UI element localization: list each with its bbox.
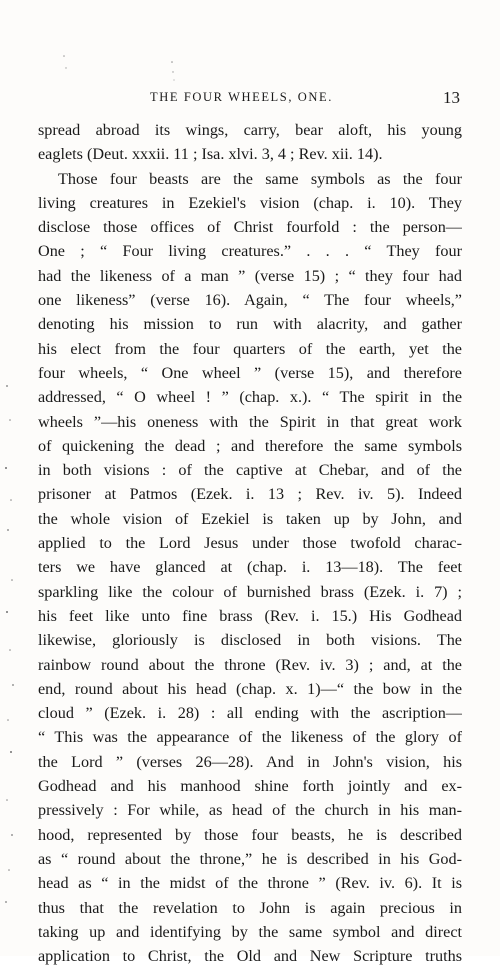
text-line: pressively : For while, as head of the church in his man- — [38, 801, 462, 820]
text-line: head as “ in the midst of the throne ” (Rev. iv. 6). It is — [38, 874, 462, 893]
binding-edge-specks — [2, 380, 18, 920]
text-line: prisoner at Patmos (Ezek. i. 13 ; Rev. iv. 5). Indeed — [38, 485, 462, 504]
text-line: application to Christ, the Old and New Scripture truths — [38, 947, 462, 966]
text-line: his feet like unto fine brass (Rev. i. 15.) His Godhead — [38, 606, 462, 625]
text-line: in both visions : of the captive at Chebar, and of the — [38, 461, 462, 480]
text-line: disclose those offices of Christ fourfold : the person— — [38, 218, 462, 237]
text-line: One ; “ Four living creatures.” . . . “ They four — [38, 242, 462, 261]
text-line: cloud ” (Ezek. i. 28) : all ending with the ascription— — [38, 704, 462, 723]
text-line: his elect from the four quarters of the earth, yet the — [38, 339, 462, 358]
running-title: THE FOUR WHEELS, ONE. — [150, 90, 334, 104]
text-line: wheels ”—his oneness with the Spirit in that great work — [38, 412, 462, 431]
text-line: eaglets (Deut. xxxii. 11 ; Isa. xlvi. 3, 4 ; Rev. xii. 14). — [38, 145, 383, 164]
text-line: sparkling like the colour of burnished brass (Ezek. i. 7) ; — [38, 582, 462, 601]
text-line: living creatures in Ezekiel's vision (chap. i. 10). They — [38, 193, 462, 212]
text-line: rainbow round about the throne (Rev. iv. 3) ; and, at the — [38, 655, 462, 674]
gutter-specks — [60, 48, 180, 88]
text-line: Godhead and his manhood shine forth jointly and ex- — [38, 777, 462, 796]
text-line: spread abroad its wings, carry, bear aloft, his young — [38, 121, 462, 139]
text-line: hood, represented by those four beasts, he is described — [38, 825, 462, 844]
text-line: denoting his mission to run with alacrity, and gather — [38, 315, 462, 334]
text-line: as “ round about the throne,” he is described in his God- — [38, 849, 462, 868]
text-line: ters we have glanced at (chap. i. 13—18). The feet — [38, 558, 462, 577]
page-number: 13 — [443, 88, 460, 107]
body-text — [38, 118, 462, 968]
text-line: taking up and identifying by the same symbol and direct — [38, 922, 462, 941]
text-line: one likeness” (verse 16). Again, “ The four wheels,” — [38, 291, 462, 310]
text-line: the whole vision of Ezekiel is taken up by John, and — [38, 509, 462, 528]
running-head — [38, 88, 460, 110]
text-line: likewise, gloriously is disclosed in both visions. The — [38, 631, 462, 650]
text-line: four wheels, “ One wheel ” (verse 15), and therefore — [38, 363, 462, 382]
text-line: Those four beasts are the same symbols as the four — [58, 169, 462, 188]
text-line: addressed, “ O wheel ! ” (chap. x.). “ The spirit in the — [38, 388, 462, 407]
text-line: end, round about his head (chap. x. 1)—“ the bow in the — [38, 679, 462, 698]
text-line: “ This was the appearance of the likeness of the glory of — [38, 728, 462, 747]
text-line: had the likeness of a man ” (verse 15) ; “ they four had — [38, 266, 462, 285]
text-line: the Lord ” (verses 26—28). And in John's vision, his — [38, 752, 462, 771]
text-line: applied to the Lord Jesus under those twofold charac- — [38, 534, 462, 553]
text-line: of quickening the dead ; and therefore the same symbols — [38, 436, 462, 455]
text-line: thus that the revelation to John is again precious in — [38, 898, 462, 917]
